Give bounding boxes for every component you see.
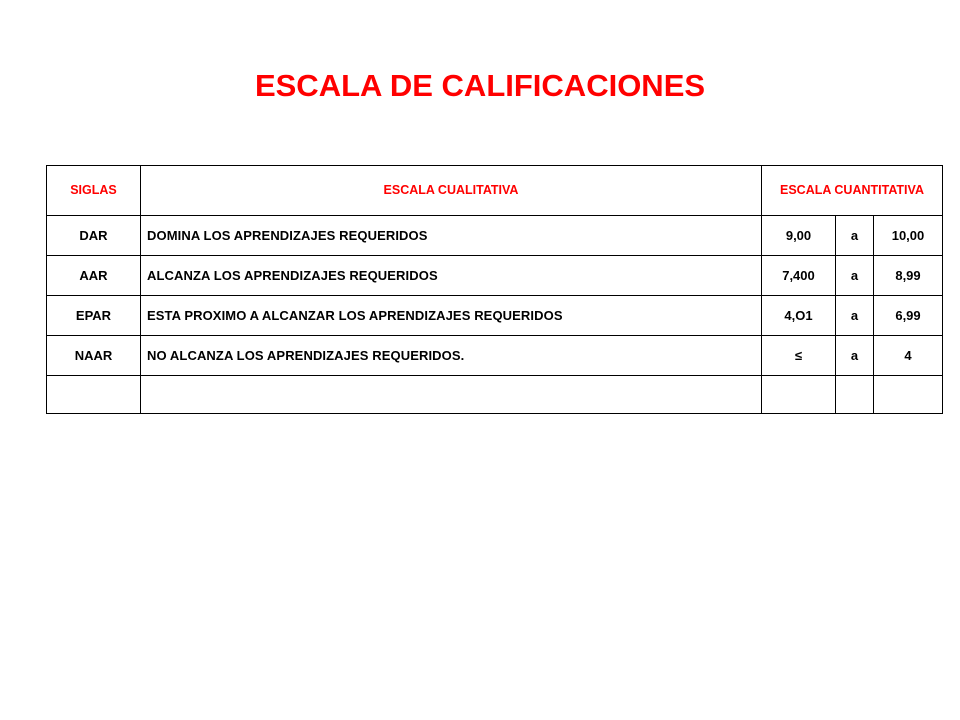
header-escala-cualitativa: ESCALA CUALITATIVA bbox=[141, 166, 762, 216]
table-row bbox=[47, 256, 943, 296]
range-from-cell: ≤ bbox=[762, 336, 836, 376]
range-from-cell: 7,400 bbox=[762, 256, 836, 296]
table-row bbox=[47, 296, 943, 336]
range-separator-cell: a bbox=[836, 216, 874, 256]
table-row bbox=[47, 336, 943, 376]
range-from-cell: 4,O1 bbox=[762, 296, 836, 336]
empty-table-row bbox=[47, 376, 943, 414]
description-cell: NO ALCANZA LOS APRENDIZAJES REQUERIDOS. bbox=[141, 336, 762, 376]
range-to-cell: 8,99 bbox=[874, 256, 943, 296]
empty-cell bbox=[47, 376, 141, 414]
range-to-cell: 10,00 bbox=[874, 216, 943, 256]
empty-cell bbox=[874, 376, 943, 414]
description-cell: ESTA PROXIMO A ALCANZAR LOS APRENDIZAJES REQUERIDOS bbox=[141, 296, 762, 336]
description-cell: ALCANZA LOS APRENDIZAJES REQUERIDOS bbox=[141, 256, 762, 296]
description-cell: DOMINA LOS APRENDIZAJES REQUERIDOS bbox=[141, 216, 762, 256]
sigla-cell: DAR bbox=[47, 216, 141, 256]
range-to-cell: 4 bbox=[874, 336, 943, 376]
range-separator-cell: a bbox=[836, 296, 874, 336]
sigla-cell: AAR bbox=[47, 256, 141, 296]
range-to-cell: 6,99 bbox=[874, 296, 943, 336]
range-separator-cell: a bbox=[836, 336, 874, 376]
header-escala-cuantitativa: ESCALA CUANTITATIVA bbox=[762, 166, 943, 216]
range-from-cell: 9,00 bbox=[762, 216, 836, 256]
empty-cell bbox=[762, 376, 836, 414]
table-header-row bbox=[47, 166, 943, 216]
sigla-cell: NAAR bbox=[47, 336, 141, 376]
table-row bbox=[47, 216, 943, 256]
page-title: ESCALA DE CALIFICACIONES bbox=[254, 68, 706, 103]
range-separator-cell: a bbox=[836, 256, 874, 296]
sigla-cell: EPAR bbox=[47, 296, 141, 336]
empty-cell bbox=[836, 376, 874, 414]
empty-cell bbox=[141, 376, 762, 414]
grading-scale-table bbox=[46, 165, 943, 414]
header-siglas: SIGLAS bbox=[47, 166, 141, 216]
